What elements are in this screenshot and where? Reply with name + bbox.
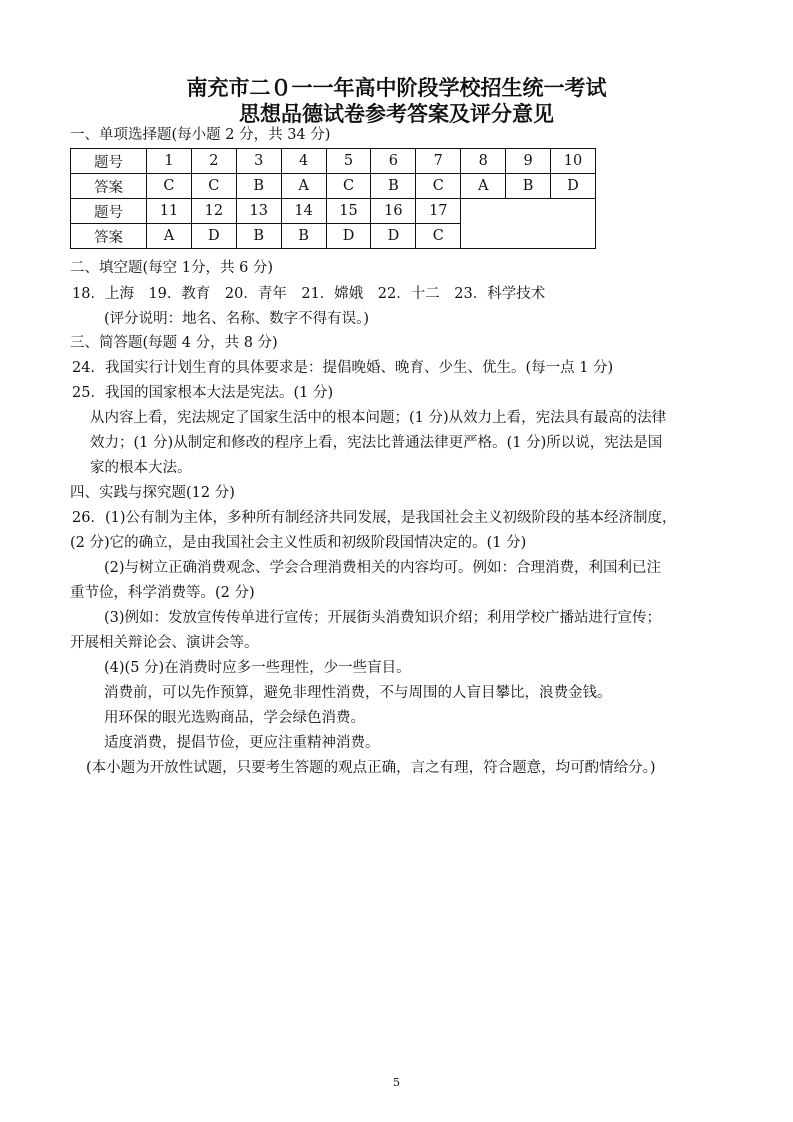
table-cell: 12: [191, 199, 236, 224]
table-cell: 13: [236, 199, 281, 224]
exam-title: 南充市二０一一年高中阶段学校招生统一考试: [186, 75, 607, 100]
table-cell: 11: [147, 199, 192, 224]
table-cell: D: [551, 174, 596, 199]
table-cell: C: [147, 174, 192, 199]
section-1-heading: 一、单项选择题(每小题 2 分，共 34 分): [70, 127, 331, 143]
table-cell: 14: [281, 199, 326, 224]
table-cell: 4: [281, 149, 326, 174]
row-label-question: 题号: [71, 149, 147, 174]
question-26-part-1: 26．(1)公有制为主体，多种所有制经济共同发展，是我国社会主义初级阶段的基本经济制度，: [72, 510, 677, 526]
table-cell: 16: [371, 199, 416, 224]
fill-in-note: (评分说明：地名、名称、数字不得有误。): [104, 311, 370, 327]
table-cell: D: [191, 224, 236, 249]
question-25-line: 效力；(1 分)从制定和修改的程序上看，宪法比普通法律更严格。(1 分)所以说，宪法是国: [90, 435, 663, 451]
section-4-heading: 四、实践与探究题(12 分): [70, 485, 235, 501]
table-cell: B: [281, 224, 326, 249]
table-cell: 2: [191, 149, 236, 174]
table-row: [71, 199, 596, 224]
question-25-line: 家的根本大法。: [90, 460, 192, 476]
table-cell: 7: [416, 149, 461, 174]
question-26-part-4: (4)(5 分)在消费时应多一些理性，少一些盲目。: [104, 660, 411, 676]
row-label-question: 题号: [71, 199, 147, 224]
answer-key-title: 思想品德试卷参考答案及评分意见: [239, 101, 554, 126]
empty-merged-cell: [461, 199, 596, 249]
question-26-part-3: (3)例如：发放宣传传单进行宣传；开展街头消费知识介绍；利用学校广播站进行宣传；: [104, 610, 662, 626]
question-25-answer: 25．我国的国家根本大法是宪法。(1 分): [72, 385, 334, 401]
table-cell: 9: [506, 149, 551, 174]
table-cell: D: [371, 224, 416, 249]
question-26-part-1-cont: (2 分)它的确立，是由我国社会主义性质和初级阶段国情决定的。(1 分): [70, 535, 527, 551]
row-label-answer: 答案: [71, 224, 147, 249]
table-cell: 10: [551, 149, 596, 174]
question-25-line: 从内容上看，宪法规定了国家生活中的根本问题；(1 分)从效力上看，宪法具有最高的法律: [90, 410, 667, 426]
table-cell: 3: [236, 149, 281, 174]
table-row: [71, 149, 596, 174]
table-cell: 17: [416, 199, 461, 224]
table-cell: B: [506, 174, 551, 199]
page-number: 5: [393, 1076, 400, 1089]
answer-table: [70, 148, 596, 249]
table-cell: A: [461, 174, 506, 199]
question-26-note: (本小题为开放性试题，只要考生答题的观点正确，言之有理，符合题意，均可酌情给分。): [86, 760, 656, 776]
table-cell: C: [326, 174, 371, 199]
question-26-part-2: (2)与树立正确消费观念、学会合理消费相关的内容均可。例如：合理消费，利国利已注: [104, 560, 662, 576]
table-cell: B: [236, 224, 281, 249]
question-26-part-4-line: 适度消费，提倡节俭，更应注重精神消费。: [104, 735, 380, 751]
table-cell: D: [326, 224, 371, 249]
table-cell: 8: [461, 149, 506, 174]
table-cell: C: [416, 224, 461, 249]
table-cell: C: [191, 174, 236, 199]
section-2-heading: 二、填空题(每空 1分，共 6 分): [70, 260, 274, 276]
table-cell: B: [371, 174, 416, 199]
row-label-answer: 答案: [71, 174, 147, 199]
question-26-part-4-line: 消费前，可以先作预算，避免非理性消费，不与周围的人盲目攀比，浪费金钱。: [104, 685, 612, 701]
table-row: [71, 174, 596, 199]
table-cell: A: [281, 174, 326, 199]
section-3-heading: 三、简答题(每题 4 分，共 8 分): [70, 335, 278, 351]
question-26-part-3-cont: 开展相关辩论会、演讲会等。: [70, 635, 259, 651]
table-cell: C: [416, 174, 461, 199]
table-cell: B: [236, 174, 281, 199]
question-26-part-2-cont: 重节俭，科学消费等。(2 分): [70, 585, 255, 601]
table-cell: 15: [326, 199, 371, 224]
question-26-part-4-line: 用环保的眼光选购商品，学会绿色消费。: [104, 710, 365, 726]
table-cell: 6: [371, 149, 416, 174]
table-cell: 1: [147, 149, 192, 174]
fill-in-answers: 18．上海 19．教育 20．青年 21．嫦娥 22．十二 23．科学技术: [72, 286, 546, 302]
question-24-answer: 24．我国实行计划生育的具体要求是：提倡晚婚、晚育、少生、优生。(每一点 1 分): [72, 360, 614, 376]
table-cell: A: [147, 224, 192, 249]
table-cell: 5: [326, 149, 371, 174]
